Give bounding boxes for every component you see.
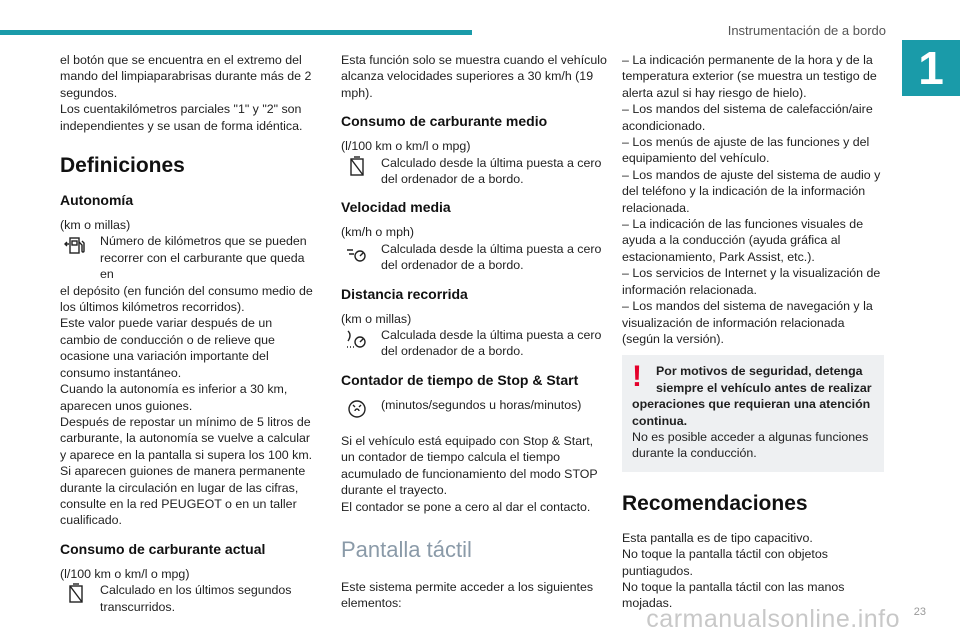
unit-text: (l/100 km o km/l o mpg) (60, 566, 190, 581)
paragraph: Esta función solo se muestra cuando el vehículo alcanza velocidades superiores a 30 km/h (19 mph). (341, 53, 607, 100)
paragraph: Este sistema permite acceder a los siguientes elementos: (341, 579, 594, 611)
list-item: – Los menús de ajuste de las funciones y del equipamiento del vehículo. (622, 135, 870, 166)
unit-text: (km o millas) (60, 218, 131, 233)
warning-text: No es posible acceder a algunas funciones durante la conducción. (632, 429, 869, 461)
paragraph: Cuando la autonomía es inferior a 30 km, aparecen unos guiones. (60, 382, 288, 413)
autonomia-row (60, 233, 314, 282)
distancia-row (341, 327, 607, 360)
stopstart-desc: (minutos/segundos u horas/minutos) (381, 397, 582, 412)
paragraph: Después de repostar un mínimo de 5 litros de carburante, la autonomía se vuelve a calcular y aparece en la pantalla si supera los 100 km. (60, 414, 313, 462)
distancia-desc: Calculada desde la última puesta a cero del ordenador de a bordo. (381, 328, 602, 359)
warning-box (622, 355, 884, 471)
heading-consumo-medio: Consumo de carburante medio (341, 113, 548, 130)
list-item: – La indicación permanente de la hora y de la temperatura exterior (se muestra un testigo de alerta azul si hay riesgo de hielo). (622, 53, 877, 100)
heading-velocidad-media: Velocidad media (341, 199, 451, 216)
heading-recomendaciones: Recomendaciones (622, 491, 808, 515)
paragraph: el depósito (en función del consumo medio de los últimos kilómetros recorridos). (60, 283, 313, 315)
fuel-gauge-icon (64, 582, 94, 608)
header-accent-bar (0, 30, 472, 35)
unit-text: (km o millas) (341, 311, 412, 326)
heading-pantalla-tactil: Pantalla táctil (341, 536, 472, 562)
consumo-actual-row (60, 582, 314, 615)
paragraph: El contador se pone a cero al dar el contacto. (341, 499, 591, 514)
paragraph: No toque la pantalla táctil con objetos puntiagudos. (622, 547, 828, 578)
heading-consumo-actual: Consumo de carburante actual (60, 540, 266, 557)
fuel-gauge-icon (345, 155, 375, 181)
speed-icon (345, 241, 375, 267)
list-item: – La indicación de las funciones visuales de ayuda a la conducción (ayuda gráfica al estacionamiento, Park Assist, etc.). (622, 217, 864, 264)
section-title: Instrumentación de a bordo (727, 23, 886, 38)
column-middle (341, 52, 607, 612)
chapter-badge: 1 (902, 40, 960, 96)
warning-bold-cont: operaciones que requieran una atención continua. (632, 397, 871, 428)
heading-definiciones: Definiciones (60, 154, 185, 178)
list-item: – Los mandos de ajuste del sistema de audio y del teléfono y la indicación de la información relacionada. (622, 167, 881, 215)
paragraph: Si aparecen guiones de manera permanente durante la circulación en lugar de las cifras, consulte en la red PEUGEOT o en un taller cualificado. (60, 464, 306, 528)
unit-text: (km/h o mph) (341, 225, 414, 240)
list-item: – Los servicios de Internet y la visualización de información relacionada. (622, 266, 881, 297)
velocidad-row (341, 241, 607, 274)
stop-start-icon (345, 397, 375, 423)
paragraph: el botón que se encuentra en el extremo del mando del limpiaparabrisas durante más de 2 segundos. (60, 53, 312, 100)
page-number: 23 (913, 606, 926, 618)
paragraph: Los cuentakilómetros parciales "1" y "2" son independientes y se usan de forma idéntica. (60, 102, 303, 133)
distance-icon (345, 327, 375, 353)
heading-distancia: Distancia recorrida (341, 285, 468, 302)
stopstart-row (341, 397, 607, 423)
autonomia-desc: Número de kilómetros que se pueden recorrer con el carburante que queda en (100, 234, 307, 282)
column-right (622, 52, 884, 612)
paragraph: Este valor puede variar después de un cambio de conducción o de relieve que ocasione una variación importante del consumo instantáneo. (60, 316, 275, 380)
heading-stop-start: Contador de tiempo de Stop & Start (341, 371, 579, 388)
warning-head (632, 360, 874, 396)
consumo-medio-row (341, 155, 607, 188)
list-item: – Los mandos del sistema de navegación y la visualización de información relacionada (según la versión). (622, 299, 873, 346)
watermark-site: carmanualsonline.info (646, 605, 900, 633)
warning-bold-head: Por motivos de seguridad, detenga siempre el vehículo antes de realizar (656, 364, 872, 395)
consumo-actual-desc: Calculado en los últimos segundos transcurridos. (100, 583, 292, 614)
paragraph: Si el vehículo está equipado con Stop & Start, un contador de tiempo calcula el tiempo acumulado de funcionamiento del modo STOP durante el trayecto. (341, 433, 598, 498)
warning-icon: ! (632, 360, 642, 394)
paragraph: Esta pantalla es de tipo capacitivo. (622, 530, 813, 545)
heading-autonomia: Autonomía (60, 192, 134, 209)
list-item: – Los mandos del sistema de calefacción/aire acondicionado. (622, 102, 873, 133)
unit-text: (l/100 km o km/l o mpg) (341, 139, 471, 154)
column-left (60, 52, 314, 615)
paragraph: No toque la pantalla táctil con las manos mojadas. (622, 579, 845, 611)
velocidad-desc: Calculada desde la última puesta a cero del ordenador de a bordo. (381, 241, 602, 273)
fuel-pump-icon (64, 233, 94, 259)
consumo-medio-desc: Calculado desde la última puesta a cero del ordenador de a bordo. (381, 155, 602, 187)
